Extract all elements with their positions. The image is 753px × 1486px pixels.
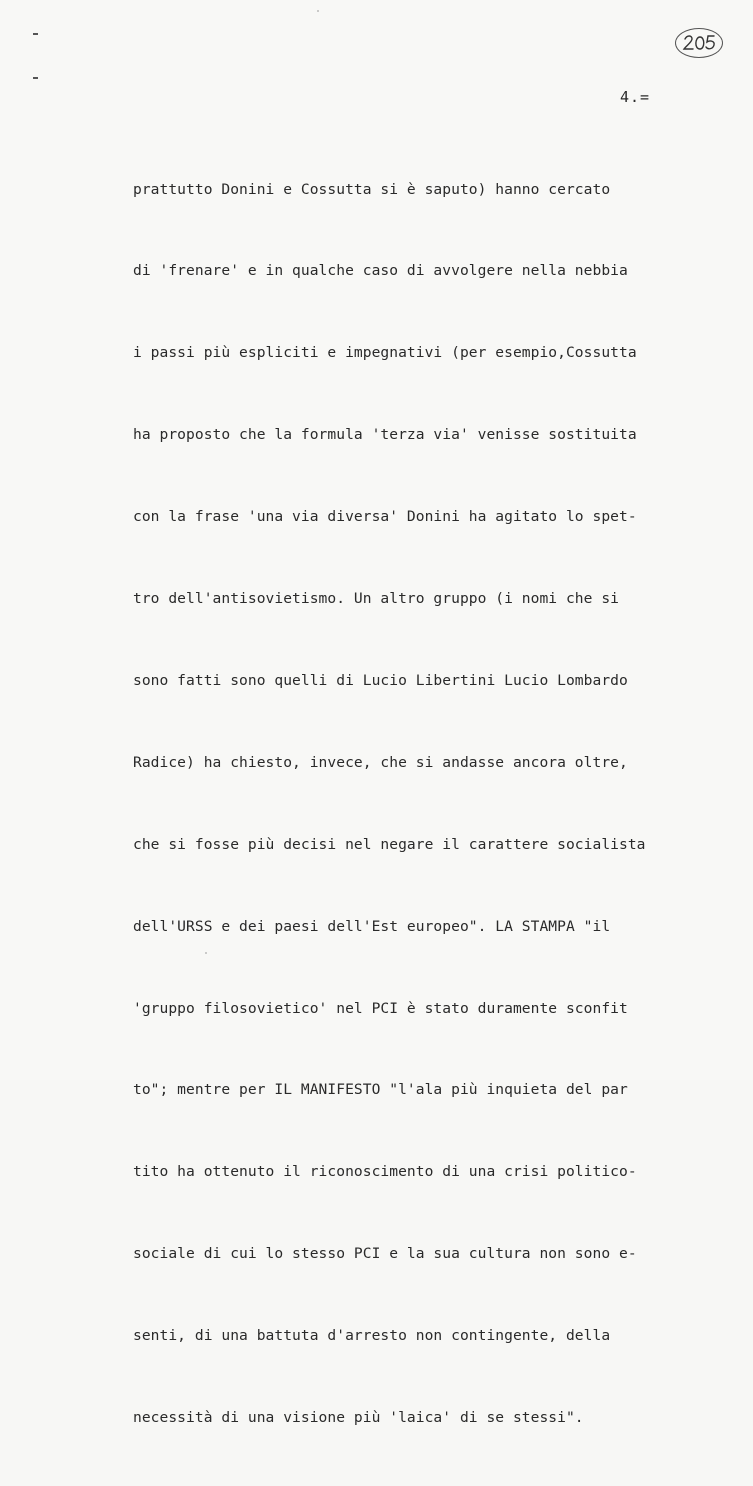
text-line: dell'URSS e dei paesi dell'Est europeo". LA STAMPA "il <box>133 917 611 935</box>
text-line: con la frase 'una via diversa' Donini ha agitato lo spet- <box>133 508 637 526</box>
text-line: Radice) ha chiesto, invece, che si andasse ancora oltre, <box>133 753 628 771</box>
text-line: sono fatti sono quelli di Lucio Libertini Lucio Lombardo <box>133 671 628 689</box>
text-line: 'gruppo filosovietico' nel PCI è stato duramente sconfit <box>133 999 628 1017</box>
text-line: necessità di una visione più 'laica' di se stessi". <box>133 1408 584 1426</box>
text-line: ha proposto che la formula 'terza via' venisse sostituita <box>133 426 637 444</box>
text-line: sociale di cui lo stesso PCI e la sua cultura non sono e- <box>133 1245 637 1263</box>
handwritten-number-205 <box>679 32 719 54</box>
margin-mark <box>33 77 38 79</box>
text-line: senti, di una battuta d'arresto non contingente, della <box>133 1327 611 1345</box>
text-line: che si fosse più decisi nel negare il carattere socialista <box>133 835 646 853</box>
paper-speck <box>317 10 319 12</box>
text-line: tito ha ottenuto il riconoscimento di una crisi politico- <box>133 1163 637 1181</box>
text-line: to"; mentre per IL MANIFESTO "l'ala più inquieta del par <box>133 1081 628 1099</box>
archive-stamp <box>675 28 723 58</box>
text-line: prattutto Donini e Cossutta si è saputo) hanno cercato <box>133 180 611 198</box>
text-line: i passi più espliciti e impegnativi (per esempio,Cossutta <box>133 344 637 362</box>
page-number: 4.= <box>620 88 651 106</box>
margin-mark <box>33 33 38 35</box>
text-line: tro dell'antisovietismo. Un altro gruppo (i nomi che si <box>133 590 619 608</box>
text-line: di 'frenare' e in qualche caso di avvolgere nella nebbia <box>133 262 628 280</box>
typewritten-body <box>133 121 693 1486</box>
